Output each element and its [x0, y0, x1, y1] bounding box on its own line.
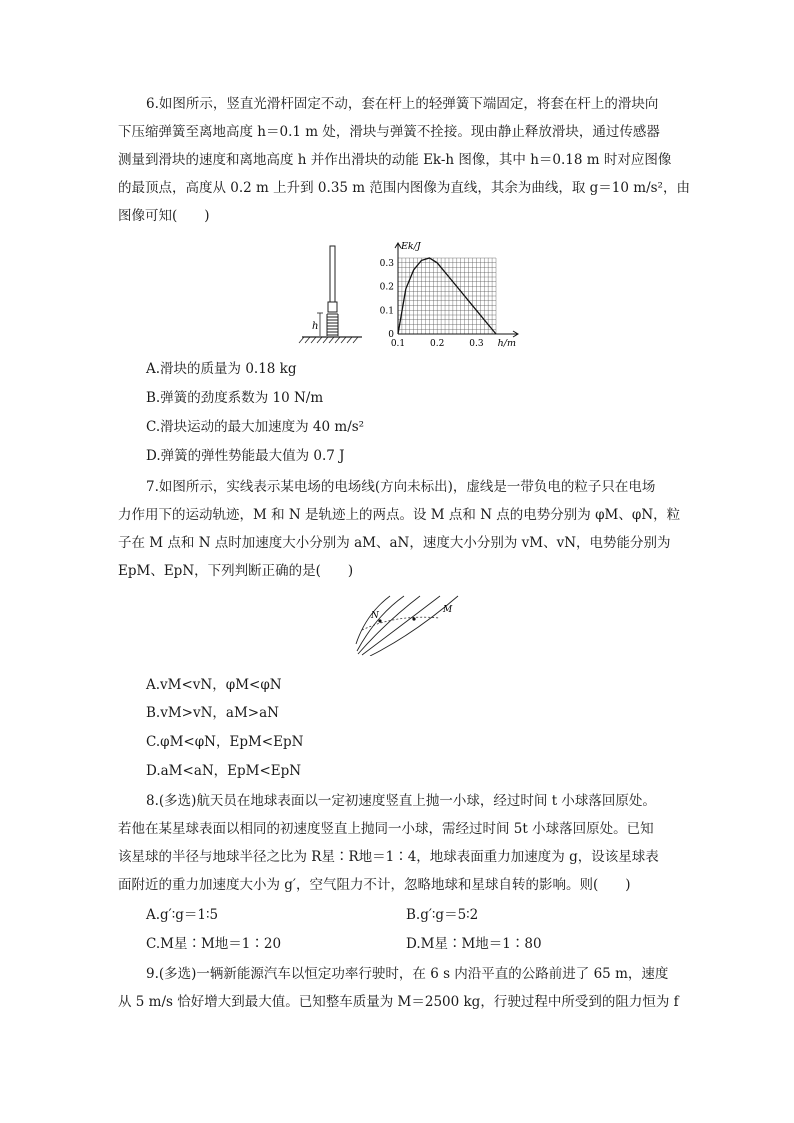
question-8-line: 8.(多选)航天员在地球表面以一定初速度竖直上抛一小球，经过时间 t 小球落回原处。	[146, 793, 656, 809]
question-7-line: 力作用下的运动轨迹，M 和 N 是轨迹上的两点。设 M 点和 N 点的电势分别为 φM、φN，粒	[118, 507, 681, 523]
y-tick-label: 0.3	[379, 258, 394, 269]
q6-option-a[interactable]: A.滑块的质量为 0.18 kg	[146, 361, 297, 377]
q8-option-d[interactable]: D.M星∶M地＝1∶80	[406, 936, 542, 952]
q6-option-b[interactable]: B.弹簧的劲度系数为 10 N/m	[146, 390, 324, 406]
q8-option-b[interactable]: B.g′∶g＝5∶2	[406, 907, 479, 923]
q7-option-a[interactable]: A.vM<vN，φM<φN	[146, 677, 282, 693]
question-6-stem	[118, 90, 690, 230]
q8-option-a[interactable]: A.g′∶g＝1∶5	[146, 907, 219, 923]
question-9-line: 9.(多选)一辆新能源汽车以恒定功率行驶时，在 6 s 内沿平直的公路前进了 65 m，速度	[146, 966, 669, 982]
q7-option-b[interactable]: B.vM>vN，aM>aN	[146, 705, 279, 721]
question-8-line: 面附近的重力加速度大小为 g′，空气阻力不计，忽略地球和星球自转的影响。则( )	[118, 877, 631, 893]
question-6-line: 图像可知( )	[118, 208, 210, 224]
q8-option-c[interactable]: C.M星∶M地＝1∶20	[146, 936, 282, 952]
chart-grid	[398, 258, 496, 334]
question-7-stem	[118, 473, 681, 585]
q6-option-d[interactable]: D.弹簧的弹性势能最大值为 0.7 J	[146, 448, 345, 464]
height-label: h	[312, 321, 319, 332]
q7-option-d[interactable]: D.aM<aN，EpM<EpN	[146, 763, 302, 779]
question-6-line: 测量到滑块的速度和离地高度 h 并作出滑块的动能 Ek-h 图像，其中 h＝0.18 m 时对应图像	[118, 152, 672, 168]
question-7-line: 子在 M 点和 N 点时加速度大小分别为 aM、aN，速度大小分别为 vM、vN，电势能分别为	[118, 535, 671, 551]
question-6-line: 6.如图所示，竖直光滑杆固定不动，套在杆上的轻弹簧下端固定，将套在杆上的滑块向	[146, 96, 659, 112]
question-6-line: 的最顶点，高度从 0.2 m 上升到 0.35 m 范围内图像为直线，其余为曲线，取 g＝10 m/s²，由	[118, 180, 690, 196]
question-7-line: EpM、EpN，下列判断正确的是( )	[118, 563, 354, 579]
electric-field-figure	[352, 594, 470, 656]
y-tick-label: 0.1	[379, 306, 394, 317]
x-tick-label: 0.3	[469, 339, 484, 349]
y-axis-label: Ek/J	[401, 241, 421, 252]
question-7-line: 7.如图所示，实线表示某电场的电场线(方向未标出)，虚线是一带负电的粒子只在电场	[146, 479, 656, 495]
chart-axes	[395, 243, 518, 337]
x-axis-label: h/m	[497, 338, 516, 349]
q7-option-c[interactable]: C.φM<φN，EpM<EpN	[146, 734, 304, 750]
question-9-stem	[118, 960, 678, 1016]
x-tick-label: 0.1	[390, 339, 406, 349]
question-9-line: 从 5 m/s 恰好增大到最大值。已知整车质量为 M＝2500 kg，行驶过程中所受到的阻力恒为 f	[118, 994, 679, 1010]
question-6-line: 下压缩弹簧至离地高度 h＝0.1 m 处，滑块与弹簧不拴接。现由静止释放滑块，通过传感器	[118, 124, 660, 140]
point-n-label: N	[371, 611, 379, 621]
question-8-line: 该星球的半径与地球半径之比为 R星∶R地＝1∶4，地球表面重力加速度为 g，设该星球表	[118, 849, 659, 865]
ek-h-chart	[368, 238, 538, 354]
y-tick-label: 0	[388, 330, 394, 340]
q6-option-c[interactable]: C.滑块运动的最大加速度为 40 m/s²	[146, 419, 365, 435]
x-tick-label: 0.2	[430, 339, 445, 349]
point-m-label: M	[443, 605, 453, 615]
y-tick-label: 0.2	[379, 282, 394, 293]
question-8-stem	[118, 787, 678, 899]
spring-rod-figure	[296, 244, 368, 352]
spring-coil	[327, 314, 338, 336]
question-8-line: 若他在某星球表面以相同的初速度竖直上抛同一小球，需经过时间 5t 小球落回原处。已知	[118, 821, 654, 837]
